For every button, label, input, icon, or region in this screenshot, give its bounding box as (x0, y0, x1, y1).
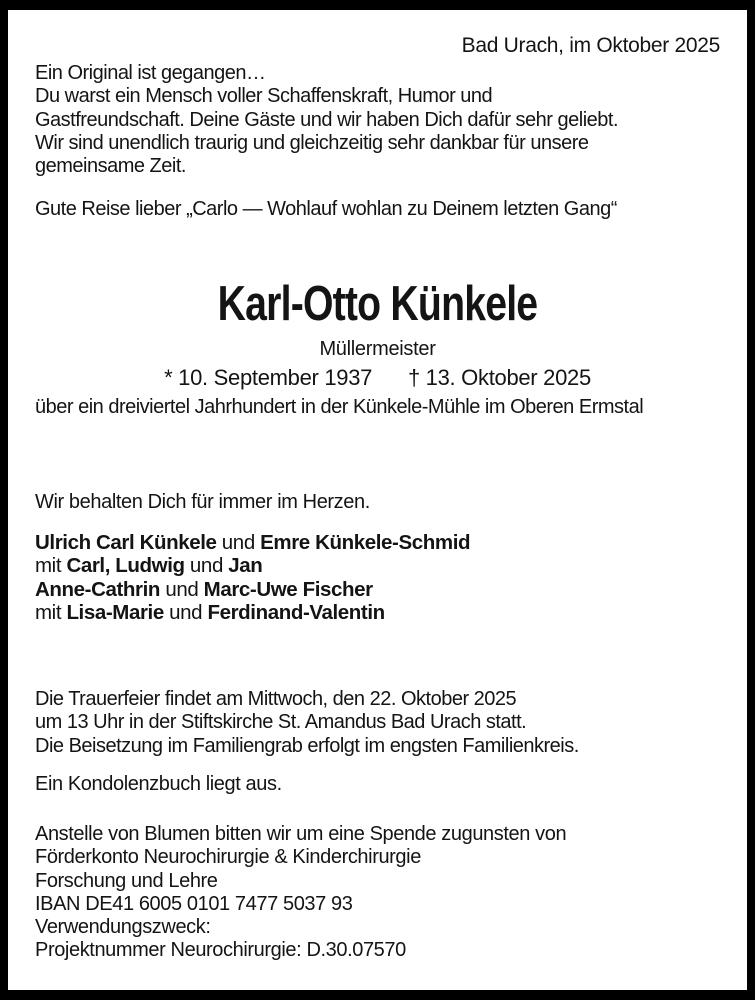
family-block (35, 531, 470, 624)
remembrance-line: Wir behalten Dich für immer im Herzen. (35, 491, 370, 513)
deceased-profession: Müllermeister (319, 338, 436, 360)
family-line (35, 578, 470, 601)
funeral-info (35, 688, 579, 758)
intro-line: gemeinsame Zeit. (35, 155, 186, 178)
donation-line: Verwendungszweck: (35, 916, 211, 939)
family-connector: mit (35, 600, 67, 624)
birth-date: * 10. September 1937 (164, 365, 373, 390)
death-date: † 13. Oktober 2025 (407, 365, 591, 390)
family-member-name: Emre Künkele-Schmid (260, 531, 471, 554)
intro-line: Ein Original ist gegangen… (35, 62, 266, 84)
family-connector: und (163, 600, 208, 624)
family-line (35, 531, 470, 554)
intro-line: Du warst ein Mensch voller Schaffenskraft, Humor und (35, 85, 493, 108)
family-member-name: Carl, Ludwig (66, 554, 185, 578)
family-connector: und (160, 577, 204, 601)
family-line (35, 554, 470, 577)
funeral-line: Die Beisetzung im Familiengrab erfolgt im engsten Familienkreis. (35, 734, 579, 757)
family-connector: und (184, 554, 229, 578)
donation-line: Anstelle von Blumen bitten wir um eine Spende zugunsten von (35, 823, 567, 845)
donation-line: Förderkonto Neurochirurgie & Kinderchirurgie (35, 846, 421, 869)
condolence-note: Ein Kondolenzbuch liegt aus. (35, 773, 282, 795)
donation-line: Forschung und Lehre (35, 869, 218, 892)
intro-line: Wir sind unendlich traurig und gleichzeitig sehr dankbar für unsere (35, 131, 589, 154)
donation-info (35, 823, 566, 963)
intro-line: Gastfreundschaft. Deine Gäste und wir haben Dich dafür sehr geliebt. (35, 108, 619, 131)
farewell-motto: Gute Reise lieber „Carlo — Wohlauf wohlan zu Deinem letzten Gang“ (35, 198, 617, 220)
donation-line: IBAN DE41 6005 0101 7477 5037 93 (35, 892, 353, 915)
life-dates (8, 365, 747, 391)
residence-line: über ein dreiviertel Jahrhundert in der Künkele-Mühle im Oberen Ermstal (35, 396, 644, 418)
obituary-page (8, 10, 747, 990)
family-connector: und (216, 531, 261, 554)
family-connector: mit (35, 554, 67, 578)
intro-paragraph (35, 62, 618, 178)
family-member-name: Ferdinand-Valentin (207, 600, 385, 624)
family-line (35, 601, 470, 624)
dateline: Bad Urach, im Oktober 2025 (461, 34, 720, 57)
family-member-name: Anne-Cathrin (35, 577, 161, 601)
family-member-name: Ulrich Carl Künkele (35, 531, 217, 554)
family-member-name: Marc-Uwe Fischer (203, 577, 373, 601)
funeral-line: um 13 Uhr in der Stiftskirche St. Amandus Bad Urach statt. (35, 711, 527, 734)
deceased-name: Karl-Otto Künkele (217, 277, 538, 331)
family-member-name: Jan (228, 554, 263, 578)
family-member-name: Lisa-Marie (66, 600, 164, 624)
donation-line: Projektnummer Neurochirurgie: D.30.07570 (35, 939, 406, 962)
funeral-line: Die Trauerfeier findet am Mittwoch, den 22. Oktober 2025 (35, 688, 517, 710)
